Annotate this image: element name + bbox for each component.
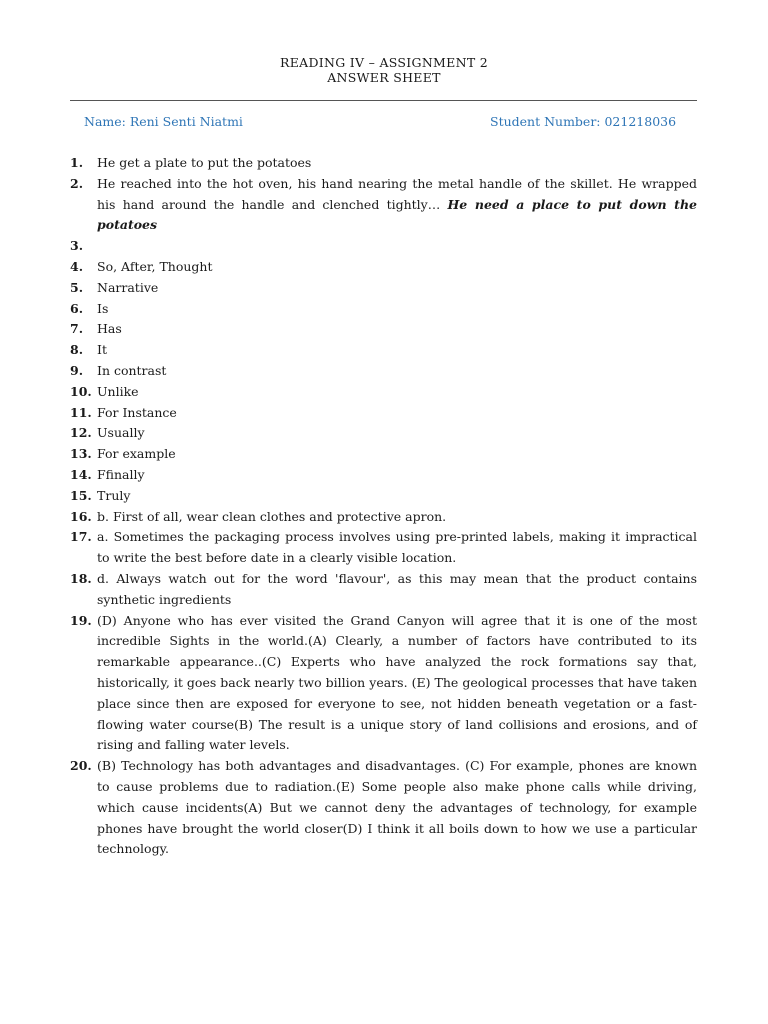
header-divider xyxy=(70,100,697,101)
document-header xyxy=(0,55,768,85)
answer-number: 1. xyxy=(70,155,84,170)
student-number: Student Number: 021218036 xyxy=(490,114,677,129)
answer-item xyxy=(70,465,697,486)
answer-number: 20. xyxy=(70,758,92,774)
answer-text: (B) Technology has both advantages and disadvantages. (C) For example, phones are known to cause problems due to radiation.(E) Some people also make phone calls while driving, which cause incidents(A) But we cannot deny the advantages of technology, for example phones have brought the world closer(D) I think it all boils down to how we use a particular technology. xyxy=(97,758,697,857)
answer-text: Truly xyxy=(97,487,131,503)
answer-item xyxy=(70,527,697,569)
answer-item xyxy=(70,257,697,278)
answer-number: 5. xyxy=(70,279,84,295)
answer-number: 13. xyxy=(70,446,92,462)
answer-number: 8. xyxy=(70,342,84,358)
answer-item xyxy=(70,319,697,340)
answer-text: d. Always watch out for the word 'flavour', as this may mean that the product contains synthetic ingredients xyxy=(97,570,697,607)
answer-number: 16. xyxy=(70,508,92,524)
answer-item xyxy=(70,299,697,320)
answer-item xyxy=(70,444,697,465)
answer-text: a. Sometimes the packaging process involves using pre-printed labels, making it impractical to write the best before date in a clearly visible location. xyxy=(97,529,697,566)
answer-text: For example xyxy=(97,446,176,462)
answer-text: b. First of all, wear clean clothes and protective apron. xyxy=(97,508,447,524)
answer-item xyxy=(70,361,697,382)
answer-item xyxy=(70,507,697,528)
answer-text: He reached into the hot oven, his hand nearing the metal handle of the skillet. He wrapped his hand around the handle and clenched tightly… xyxy=(97,175,697,212)
answer-text: He get a plate to put the potatoes xyxy=(97,155,312,170)
answer-number: 17. xyxy=(70,529,92,545)
answer-text: Has xyxy=(97,321,122,337)
answer-number: 12. xyxy=(70,425,92,441)
answer-item xyxy=(70,403,697,424)
answer-number: 9. xyxy=(70,362,84,378)
answer-item xyxy=(70,756,697,860)
student-name: Name: Reni Senti Niatmi xyxy=(84,114,243,129)
answer-number: 18. xyxy=(70,570,92,586)
answer-number: 15. xyxy=(70,487,92,503)
answer-item xyxy=(70,340,697,361)
answer-number: 19. xyxy=(70,612,92,628)
answer-number: 2. xyxy=(70,175,84,191)
answer-text: So, After, Thought xyxy=(97,258,213,274)
answer-number: 11. xyxy=(70,404,92,420)
answer-item xyxy=(70,153,697,174)
answer-text: Unlike xyxy=(97,383,139,399)
answer-item xyxy=(70,569,697,611)
answer-item xyxy=(70,486,697,507)
answer-number: 10. xyxy=(70,383,92,399)
answer-item xyxy=(70,174,697,236)
answer-text: It xyxy=(97,342,107,358)
answer-text: Ffinally xyxy=(97,466,145,482)
document-title: READING IV – ASSIGNMENT 2 xyxy=(279,55,488,70)
answer-list xyxy=(70,153,697,860)
answer-item xyxy=(70,382,697,403)
answer-text: Narrative xyxy=(97,279,159,295)
answer-text: For Instance xyxy=(97,404,177,420)
answer-text: Usually xyxy=(97,425,145,441)
answer-number: 6. xyxy=(70,300,84,316)
answer-item xyxy=(70,423,697,444)
answer-item xyxy=(70,278,697,299)
document-subtitle: ANSWER SHEET xyxy=(327,70,441,85)
answer-text: In contrast xyxy=(97,362,167,378)
answer-item xyxy=(70,611,697,757)
answer-text: Is xyxy=(97,300,109,316)
answer-number: 14. xyxy=(70,466,92,482)
answer-number: 3. xyxy=(70,238,84,254)
answer-item xyxy=(70,236,697,257)
answer-number: 7. xyxy=(70,321,84,337)
answer-emphasis: He need a place to put down the potatoes xyxy=(97,196,697,233)
answer-text: (D) Anyone who has ever visited the Grand Canyon will agree that it is one of the most incredible Sights in the world.(A) Clearly, a number of factors have contributed to its remarkable appearance..(C) Experts who have analyzed the rock formations say that, historically, it goes back nearly two billion years. (E) The geological processes that have taken place since then are exposed for everyone to see, not hidden beneath vegetation or a fast-flowing water course(B) The result is a unique story of land collisions and erosions, and of rising and falling water levels. xyxy=(97,612,697,753)
answer-number: 4. xyxy=(70,258,84,274)
